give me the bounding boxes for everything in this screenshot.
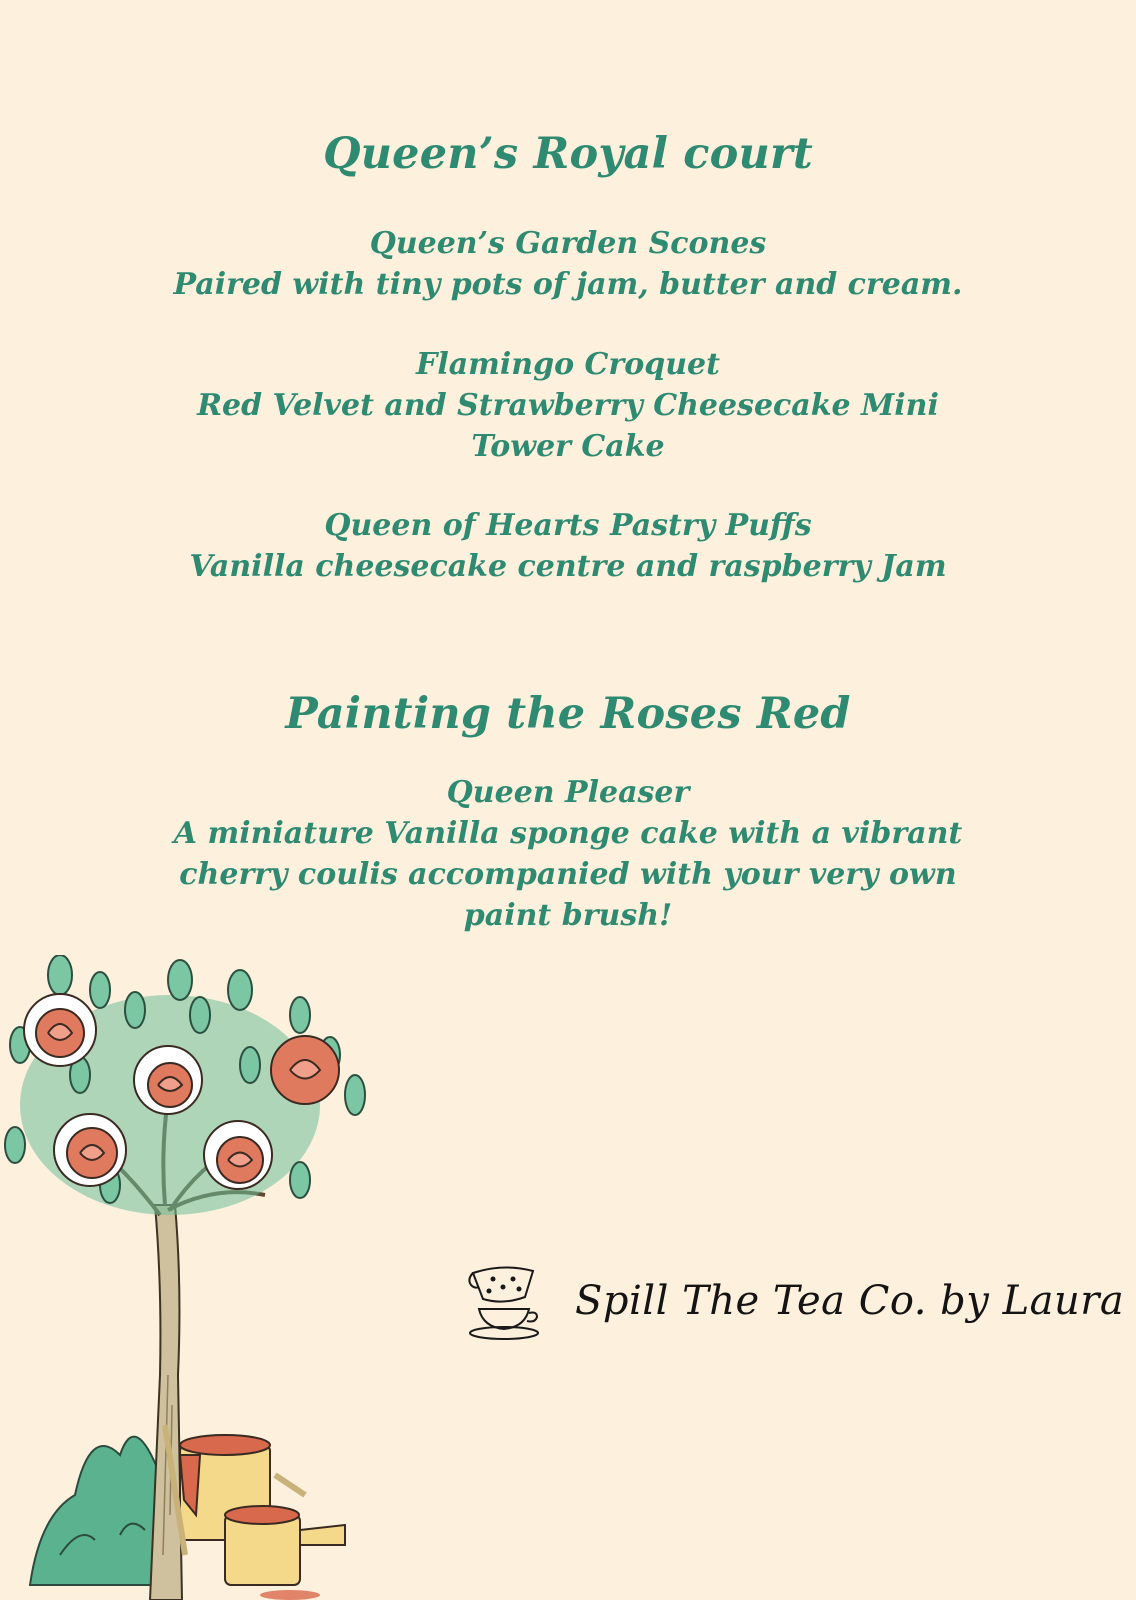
item-name: Queen of Hearts Pastry Puffs (324, 508, 812, 543)
item-description: Tower Cake (471, 429, 665, 464)
item-description: Red Velvet and Strawberry Cheesecake Mini (197, 388, 939, 423)
item-description: Vanilla cheesecake centre and raspberry Jam (189, 549, 947, 584)
item-name: Queen’s Garden Scones (369, 226, 767, 261)
menu-item-flamingo-croquet (0, 344, 1136, 467)
menu-item-queen-of-hearts-pastry-puffs (0, 505, 1136, 587)
item-description: cherry coulis accompanied with your very own (179, 857, 957, 892)
menu-item-queens-garden-scones (0, 223, 1136, 305)
item-description: Paired with tiny pots of jam, butter and cream. (173, 267, 963, 302)
teacup-icon (463, 1255, 549, 1345)
item-description: A miniature Vanilla sponge cake with a vibrant (173, 816, 963, 851)
item-name: Flamingo Croquet (416, 347, 720, 382)
item-description: paint brush! (463, 898, 673, 933)
section-title-queens-royal-court: Queen’s Royal court (323, 129, 813, 179)
section-title-painting-the-roses-red: Painting the Roses Red (285, 689, 851, 739)
rose-tree-illustration (0, 955, 380, 1600)
brand-name: Spill The Tea Co. by Laura (575, 1278, 1125, 1324)
item-name: Queen Pleaser (446, 775, 690, 810)
brand (463, 1255, 1125, 1345)
menu-item-queen-pleaser (0, 772, 1136, 936)
